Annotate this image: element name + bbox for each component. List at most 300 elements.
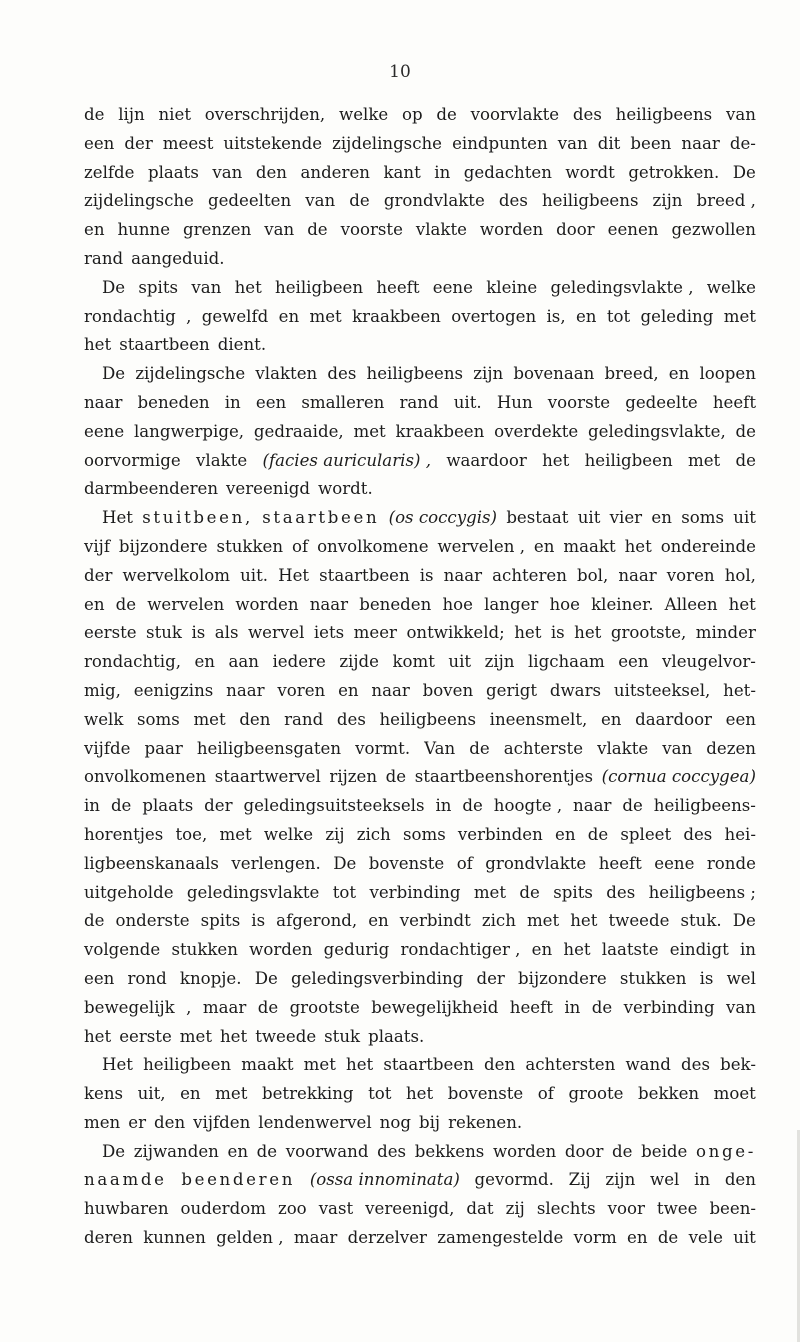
word: de — [735, 421, 756, 441]
word: eene — [432, 277, 473, 297]
text-line — [84, 216, 756, 245]
word: der — [476, 968, 505, 988]
word: heiligbeens- — [653, 796, 756, 816]
word: rond — [127, 968, 167, 988]
word: loopen — [699, 364, 756, 384]
word: De — [732, 911, 756, 931]
word: eenen — [607, 220, 659, 240]
word: soms — [402, 824, 446, 844]
word: stuitbeen, — [142, 508, 253, 528]
word: heiligbeensgaten — [196, 738, 342, 758]
word: soms — [137, 709, 180, 729]
word: en — [84, 594, 105, 614]
word: uit — [577, 508, 601, 528]
word: met — [303, 1055, 336, 1075]
word: verlengen. — [231, 853, 321, 873]
word: van — [305, 191, 336, 211]
word: bestaat — [506, 508, 569, 528]
text-line — [84, 907, 756, 936]
word: voorvlakte — [470, 105, 560, 124]
word: soms — [681, 508, 724, 528]
word: derzelver — [347, 1228, 427, 1248]
word: met — [473, 882, 507, 902]
word: de- — [729, 133, 756, 153]
word: ondereinde — [660, 536, 756, 556]
word: en — [651, 508, 672, 528]
word: vlakte — [597, 738, 649, 758]
word: des — [336, 709, 366, 729]
word: worden — [249, 940, 313, 960]
word: onvolkomenen — [84, 767, 207, 787]
word: geledingsuitsteeksels — [243, 796, 425, 816]
text-line — [84, 965, 756, 994]
word: uit, — [137, 1084, 166, 1104]
word: huwbaren — [84, 1199, 169, 1219]
word: staartwervel — [214, 767, 321, 787]
word: hol, — [724, 565, 756, 585]
word: ontwikkeld; — [406, 623, 505, 643]
word: tweede — [255, 1026, 317, 1046]
word: den — [255, 162, 287, 182]
word: het — [514, 623, 542, 643]
word: grootste, — [610, 623, 687, 643]
word: komt — [392, 652, 435, 672]
word: wel — [726, 968, 756, 988]
word: moet — [713, 1084, 756, 1104]
word: heeft — [376, 277, 420, 297]
word: het — [574, 623, 602, 643]
word: en — [194, 652, 215, 672]
word: het — [346, 1055, 374, 1075]
word: de — [469, 738, 490, 758]
word: been- — [709, 1199, 756, 1219]
text-line — [84, 1051, 756, 1080]
word: geledingsvlakte — [186, 882, 320, 902]
word: er — [128, 1112, 147, 1132]
word: staartbeenshorentjes — [414, 767, 594, 787]
word: getrokken. — [628, 162, 720, 182]
word: naamde — [84, 1170, 167, 1190]
word: en — [180, 1084, 201, 1104]
word: onge- — [695, 1141, 756, 1161]
word: achtersten — [525, 1055, 616, 1075]
word: eerste — [84, 623, 137, 643]
word: nog — [379, 1112, 411, 1132]
word: wordt. — [318, 479, 373, 499]
word: grondvlakte — [485, 853, 587, 873]
word: naar — [443, 565, 483, 585]
word: zij — [505, 1199, 525, 1219]
word: met — [526, 911, 560, 931]
word: een — [84, 968, 115, 988]
word: Alleen — [664, 594, 718, 614]
word: wordt — [565, 162, 615, 182]
latin-term: (cornua coccygea) — [601, 767, 756, 787]
word: uitstekende — [223, 133, 323, 153]
word: dat — [466, 1199, 494, 1219]
word: het — [563, 940, 591, 960]
word: bewegelijkheid — [371, 997, 499, 1017]
text-line — [84, 850, 756, 879]
word: staartbeen — [383, 1055, 474, 1075]
word: bol, — [577, 565, 609, 585]
word: van — [191, 277, 222, 297]
word: de — [735, 450, 756, 470]
word: den — [724, 1170, 756, 1190]
word: voren — [277, 680, 326, 700]
text-line — [84, 159, 756, 188]
word: bekkens — [414, 1141, 485, 1161]
text-line — [84, 101, 756, 130]
word: heeft — [712, 392, 756, 412]
word: de — [257, 997, 279, 1017]
word: lijn — [118, 105, 145, 124]
word: geledingsvlakte , — [550, 277, 694, 297]
word: is — [550, 623, 565, 643]
latin-term: (facies auricularis) , — [262, 450, 431, 470]
word: daardoor — [635, 709, 712, 729]
word: de — [591, 997, 613, 1017]
word: naar — [84, 392, 123, 412]
word: heiligbeen — [584, 450, 673, 470]
word: eene — [84, 421, 125, 441]
word: voorwand — [285, 1141, 369, 1161]
word: ligbeenskanaals — [84, 853, 219, 873]
word: niet — [158, 105, 191, 124]
latin-term: (os coccygis) — [388, 508, 498, 528]
word: het — [624, 536, 652, 556]
word: voorste — [340, 220, 403, 240]
word: laatste — [601, 940, 659, 960]
word: en — [278, 306, 300, 326]
word: wervelkolom — [122, 565, 230, 585]
word: stuk. — [680, 911, 722, 931]
word: de — [385, 767, 407, 787]
text-line — [84, 187, 756, 216]
word: of — [291, 536, 309, 556]
word: rekenen. — [448, 1112, 523, 1132]
word: hei- — [724, 824, 756, 844]
text-line — [84, 1224, 756, 1253]
word: meest — [162, 133, 214, 153]
word: in — [434, 162, 451, 182]
text-line — [84, 274, 756, 303]
text-line — [84, 418, 756, 447]
word: op — [402, 105, 423, 124]
word: welke — [338, 105, 389, 124]
word: langwerpige, — [133, 421, 245, 441]
word: is — [699, 968, 714, 988]
word: uitgeholde — [84, 882, 174, 902]
word: twee — [656, 1199, 698, 1219]
word: lendenwervel — [258, 1112, 372, 1132]
word: als — [214, 623, 239, 643]
word: dezen — [706, 738, 756, 758]
word: paar — [144, 738, 183, 758]
word: den — [484, 1055, 516, 1075]
word: vlakte — [196, 450, 248, 470]
word: van — [662, 738, 693, 758]
word: ronde — [706, 853, 756, 873]
word: gewelfd — [201, 306, 269, 326]
word: vlakte — [415, 220, 467, 240]
word: zich — [481, 911, 516, 931]
word: hoogte , — [493, 796, 563, 816]
word: deren — [84, 1228, 133, 1248]
word: heeft — [509, 997, 553, 1017]
word: wervelen — [147, 594, 225, 614]
word: waardoor — [446, 450, 527, 470]
word: achteren — [492, 565, 567, 585]
word: staartbeen — [262, 508, 380, 528]
word: Hun — [496, 392, 533, 412]
word: heiligbeens — [615, 105, 713, 124]
word: spits — [138, 277, 179, 297]
word: kunnen — [143, 1228, 206, 1248]
word: staartbeen — [319, 565, 410, 585]
word: het — [220, 1026, 248, 1046]
word: des — [572, 105, 602, 124]
word: naar — [618, 565, 657, 585]
word: de — [110, 796, 132, 816]
word: zijn — [484, 652, 515, 672]
word: wervel — [247, 623, 305, 643]
word: zijde — [339, 652, 379, 672]
word: meer — [353, 623, 397, 643]
word: tot — [332, 882, 357, 902]
word: hoe — [442, 594, 473, 614]
word: maar — [202, 997, 247, 1017]
word: en — [227, 1141, 249, 1161]
word: dient. — [217, 335, 267, 355]
text-line — [84, 303, 756, 332]
word: kleine — [486, 277, 538, 297]
word: van — [725, 997, 756, 1017]
word: is — [191, 623, 206, 643]
word: van — [557, 133, 588, 153]
word: met — [723, 306, 756, 326]
word: der — [84, 565, 113, 585]
text-line — [84, 1138, 756, 1167]
word: eene — [654, 853, 695, 873]
word: eenigzins — [133, 680, 214, 700]
word: is, — [546, 306, 566, 326]
word: heiligbeen — [143, 1055, 232, 1075]
word: ineensmelt, — [489, 709, 588, 729]
word: en — [600, 709, 622, 729]
word: zijdelingsche — [332, 133, 443, 153]
word: worden — [492, 1141, 557, 1161]
word: Het — [278, 565, 310, 585]
word: langer — [484, 594, 539, 614]
word: het — [728, 594, 756, 614]
text-line — [84, 1109, 756, 1138]
word: anderen — [300, 162, 370, 182]
word: vele — [688, 1228, 723, 1248]
word: vast — [318, 1199, 354, 1219]
text-line — [84, 562, 756, 591]
word: de — [622, 796, 643, 816]
text-line — [84, 331, 756, 360]
word: van — [212, 162, 243, 182]
word: met — [687, 450, 721, 470]
word: kens — [84, 1084, 124, 1104]
word: des — [498, 191, 528, 211]
word: uit. — [240, 565, 269, 585]
word: oorvormige — [84, 450, 181, 470]
text-line — [84, 475, 756, 504]
word: gelden , — [216, 1228, 284, 1248]
word: gedachten — [463, 162, 552, 182]
word: gezwollen — [671, 220, 756, 240]
text-line — [84, 1080, 756, 1109]
word: de — [84, 105, 105, 124]
word: spits — [553, 882, 593, 902]
word: De — [102, 364, 126, 384]
word: aan — [228, 652, 259, 672]
word: wand — [625, 1055, 671, 1075]
word: bewegelijk — [84, 997, 175, 1017]
word: een — [84, 133, 115, 153]
word: zijn — [605, 1170, 636, 1190]
word: en — [668, 364, 690, 384]
word: kraakbeen — [395, 421, 485, 441]
word: de — [84, 911, 105, 931]
word: met — [193, 709, 226, 729]
word: in — [694, 1170, 711, 1190]
word: overtogen — [451, 306, 537, 326]
word: beneden — [359, 594, 432, 614]
word: vormt. — [355, 738, 411, 758]
word: Van — [424, 738, 456, 758]
word: grenzen — [183, 220, 252, 240]
word: gedraaide, — [253, 421, 344, 441]
text-line — [84, 389, 756, 418]
word: of — [537, 1084, 554, 1104]
word: de — [436, 105, 457, 124]
word: stuk — [146, 623, 182, 643]
word: hunne — [117, 220, 171, 240]
word: welke — [263, 824, 314, 844]
word: Het — [102, 508, 133, 528]
word: rand — [84, 248, 124, 268]
word: zij — [325, 824, 345, 844]
word: de — [307, 220, 328, 240]
word: de — [462, 796, 483, 816]
word: De — [254, 968, 278, 988]
word: het — [405, 1084, 434, 1104]
word: rondachtiger , — [400, 940, 521, 960]
word: gedeelte — [625, 392, 698, 412]
word: vijfde — [84, 738, 131, 758]
word: der — [124, 133, 153, 153]
word: vier — [609, 508, 643, 528]
word: overschrijden, — [204, 105, 326, 124]
page-number: 10 — [389, 62, 411, 82]
word: slechts — [536, 1199, 596, 1219]
word: bijzondere — [118, 536, 208, 556]
word: bij — [418, 1112, 441, 1132]
word: en — [338, 680, 359, 700]
latin-term: (ossa innominata) — [309, 1170, 460, 1190]
word: boven — [422, 680, 474, 700]
word: bovenste — [368, 853, 445, 873]
word: vleugelvor- — [662, 652, 756, 672]
word: , — [186, 306, 192, 326]
word: zamengestelde — [437, 1228, 564, 1248]
word: been — [630, 133, 672, 153]
word: met — [215, 1084, 248, 1104]
word: zijwanden — [133, 1141, 219, 1161]
word: zijn — [652, 191, 683, 211]
word: wel — [650, 1170, 680, 1190]
word: naar — [309, 594, 349, 614]
word: eindpunten — [452, 133, 548, 153]
word: maakt — [241, 1055, 294, 1075]
word: de — [657, 1228, 679, 1248]
word: heiligbeens ; — [648, 882, 756, 902]
word: , — [186, 997, 192, 1017]
word: afgerond, — [276, 911, 358, 931]
word: en — [531, 940, 553, 960]
text-line — [84, 591, 756, 620]
word: des — [377, 1141, 407, 1161]
word: aangeduid. — [131, 248, 225, 268]
word: der — [204, 796, 233, 816]
word: of — [456, 853, 473, 873]
text-line — [84, 994, 756, 1023]
word: zijn — [473, 364, 504, 384]
word: tweede — [608, 911, 670, 931]
word: en — [84, 220, 105, 240]
word: Het — [102, 1055, 133, 1075]
word: maakt — [563, 536, 616, 556]
word: plaats. — [368, 1026, 425, 1046]
word: de — [519, 882, 540, 902]
word: ligchaam — [527, 652, 605, 672]
word: dwars — [549, 680, 602, 700]
word: heiligbeen — [275, 277, 364, 297]
word: overdekte — [494, 421, 579, 441]
word: stuk — [324, 1026, 361, 1046]
word: bijzondere — [518, 968, 607, 988]
word: beenderen — [181, 1170, 296, 1190]
word: is — [251, 911, 266, 931]
text-line — [84, 1166, 756, 1195]
word: welk — [84, 709, 124, 729]
word: beneden — [137, 392, 210, 412]
word: bek- — [720, 1055, 756, 1075]
word: verbinding — [369, 882, 461, 902]
word: kraakbeen — [352, 306, 441, 326]
word: verbinden — [457, 824, 543, 844]
word: in — [84, 796, 100, 816]
word: stukken — [171, 940, 238, 960]
word: eerste — [119, 1026, 172, 1046]
word: het — [84, 335, 112, 355]
word: uit — [448, 652, 472, 672]
text-line — [84, 447, 756, 476]
word: door — [564, 1141, 604, 1161]
word: maar — [293, 1228, 338, 1248]
word: vlakten — [255, 364, 318, 384]
word: breed, — [604, 364, 659, 384]
word: met — [219, 824, 252, 844]
word: rand — [399, 392, 439, 412]
word: gevormd. — [474, 1170, 554, 1190]
word: voorste — [547, 392, 611, 412]
text-line — [84, 936, 756, 965]
